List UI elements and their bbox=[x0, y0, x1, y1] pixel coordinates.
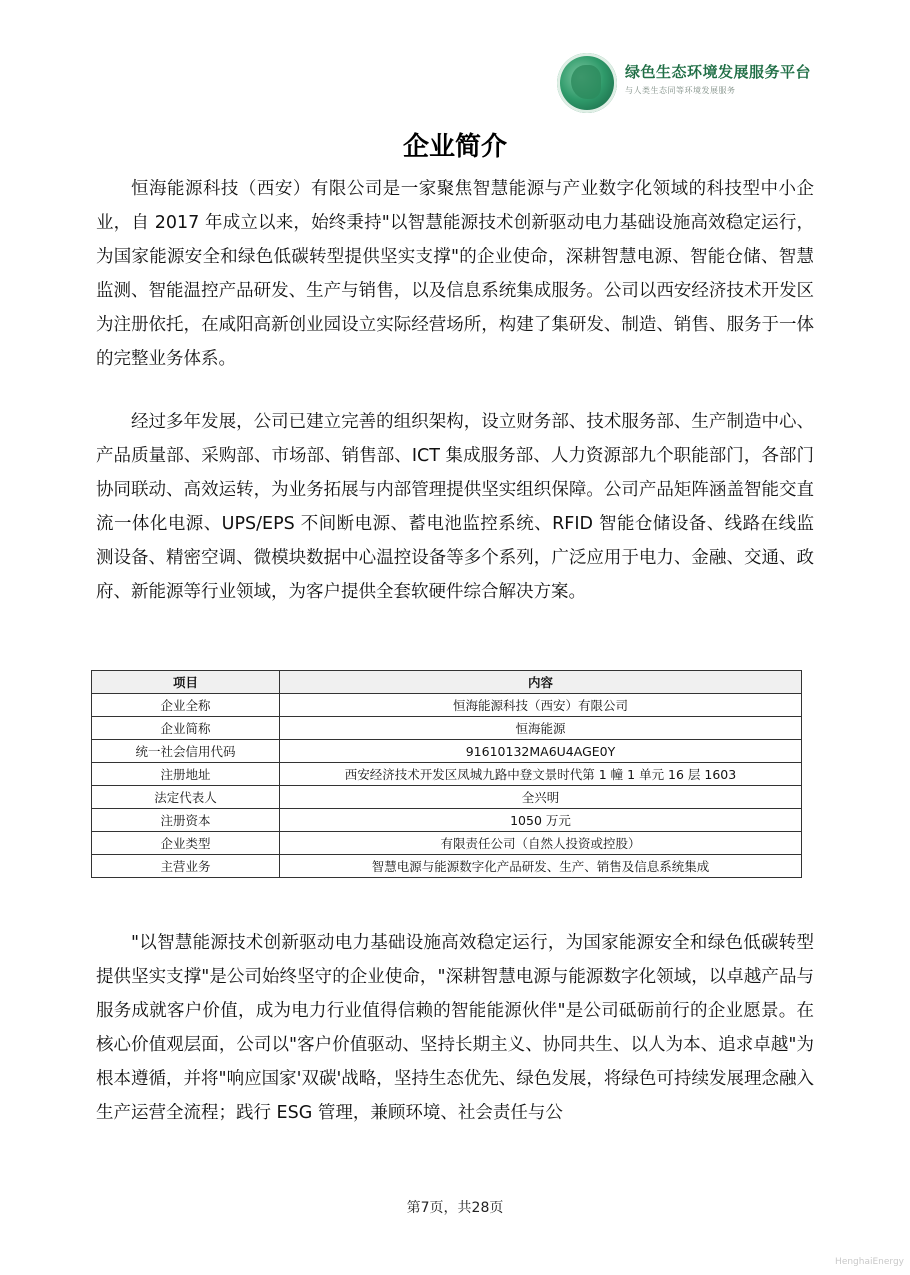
table-cell-value: 恒海能源 bbox=[280, 717, 802, 740]
platform-logo bbox=[557, 53, 815, 113]
table-row bbox=[92, 763, 802, 786]
company-info-table bbox=[91, 670, 802, 878]
table-cell-label: 企业简称 bbox=[92, 717, 280, 740]
table-row bbox=[92, 832, 802, 855]
table-cell-value: 91610132MA6U4AGE0Y bbox=[280, 740, 802, 763]
paragraph-organization: 经过多年发展，公司已建立完善的组织架构，设立财务部、技术服务部、生产制造中心、产品质量部、采购部、市场部、销售部、ICT 集成服务部、人力资源部九个职能部门，各部门协同联动、高效运转，为业务拓展与内部管理提供坚实组织保障。公司产品矩阵涵盖智能交直流一体化电源、UPS/EPS 不间断电源、蓄电池监控系统、RFID 智能仓储设备、线路在线监测设备、精密空调、微模块数据中心温控设备等多个系列，广泛应用于电力、金融、交通、政府、新能源等行业领域，为客户提供全套软硬件综合解决方案。 bbox=[96, 412, 814, 602]
table-row bbox=[92, 740, 802, 763]
table-cell-label: 企业全称 bbox=[92, 694, 280, 717]
table-cell-label: 注册资本 bbox=[92, 809, 280, 832]
table-row bbox=[92, 717, 802, 740]
table-cell-label: 企业类型 bbox=[92, 832, 280, 855]
table-cell-label: 统一社会信用代码 bbox=[92, 740, 280, 763]
logo-emblem-icon bbox=[557, 53, 617, 113]
table-cell-value: 有限责任公司（自然人投资或控股） bbox=[280, 832, 802, 855]
paragraph-intro: 恒海能源科技（西安）有限公司是一家聚焦智慧能源与产业数字化领域的科技型中小企业，自 2017 年成立以来，始终秉持"以智慧能源技术创新驱动电力基础设施高效稳定运行，为国家能源安全和绿色低碳转型提供坚实支撑"的企业使命，深耕智慧电源、智能仓储、智慧监测、智能温控产品研发、生产与销售，以及信息系统集成服务。公司以西安经济技术开发区为注册依托，在咸阳高新创业园设立实际经营场所，构建了集研发、制造、销售、服务于一体的完整业务体系。 bbox=[96, 179, 814, 369]
watermark: HenghaiEnergy bbox=[835, 1257, 904, 1267]
table-cell-value: 西安经济技术开发区凤城九路中登文景时代第 1 幢 1 单元 16 层 1603 bbox=[280, 763, 802, 786]
logo-title: 绿色生态环境发展服务平台 bbox=[625, 63, 812, 81]
table-cell-value: 1050 万元 bbox=[280, 809, 802, 832]
page-title: 企业简介 bbox=[402, 132, 507, 162]
table-header-row bbox=[92, 671, 802, 694]
page-number: 第7页，共28页 bbox=[406, 1200, 504, 1216]
table-row bbox=[92, 855, 802, 878]
table-header-content: 内容 bbox=[280, 671, 802, 694]
table-header-item: 项目 bbox=[92, 671, 280, 694]
table-cell-value: 全兴明 bbox=[280, 786, 802, 809]
table-cell-value: 智慧电源与能源数字化产品研发、生产、销售及信息系统集成 bbox=[280, 855, 802, 878]
table-cell-value: 恒海能源科技（西安）有限公司 bbox=[280, 694, 802, 717]
table-cell-label: 法定代表人 bbox=[92, 786, 280, 809]
logo-subtitle: 与人类生态同等环境发展服务 bbox=[625, 86, 736, 95]
table-row bbox=[92, 786, 802, 809]
table-cell-label: 主营业务 bbox=[92, 855, 280, 878]
table-row bbox=[92, 694, 802, 717]
table-cell-label: 注册地址 bbox=[92, 763, 280, 786]
paragraph-mission: "以智慧能源技术创新驱动电力基础设施高效稳定运行，为国家能源安全和绿色低碳转型提供坚实支撑"是公司始终坚守的企业使命，"深耕智慧电源与能源数字化领域，以卓越产品与服务成就客户价值，成为电力行业值得信赖的智能能源伙伴"是公司砥砺前行的企业愿景。在核心价值观层面，公司以"客户价值驱动、坚持长期主义、协同共生、以人为本、追求卓越"为根本遵循，并将"响应国家'双碳'战略，坚持生态优先、绿色发展，将绿色可持续发展理念融入生产运营全流程；践行 ESG 管理，兼顾环境、社会责任与公 bbox=[96, 933, 814, 1123]
table-row bbox=[92, 809, 802, 832]
